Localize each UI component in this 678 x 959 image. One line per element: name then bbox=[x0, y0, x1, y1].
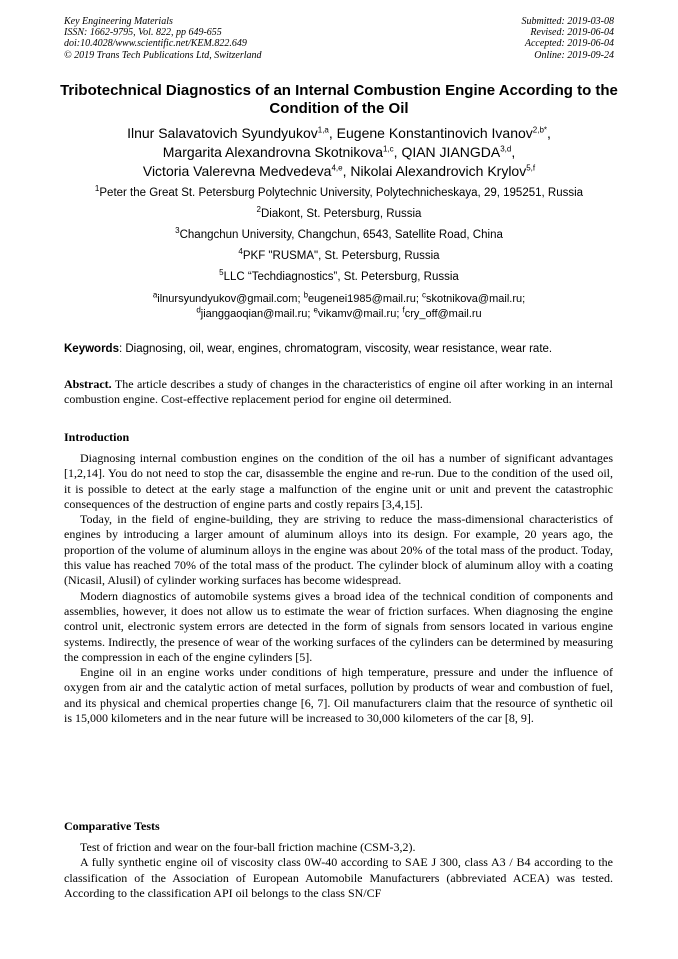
affiliation bbox=[40, 225, 638, 246]
affiliation-text: PKF "RUSMA", St. Petersburg, Russia bbox=[242, 250, 440, 262]
email-sup: b bbox=[303, 290, 309, 300]
author-list: Ilnur Salavatovich Syundyukov$^{1,a}$, Eugene Konstantinovich Ivanov$^{2,b*}$, Margarita Alexandrovna Skotnikova$^{1,c}$, QIAN JIANGDA$^{3,d}$, Victoria Valerevna Medvedeva$^{4,e}$, Nikolai Alexandrovich Krylov$^{5,f}$ bbox=[127, 125, 551, 179]
author-sup: 4,e bbox=[331, 163, 343, 173]
section-heading-comparative-tests: Comparative Tests bbox=[64, 819, 160, 833]
author-name: Eugene Konstantinovich Ivanov bbox=[336, 125, 533, 141]
author-sup: 5,f bbox=[526, 163, 536, 173]
affiliation-text: Changchun University, Changchun, 6543, Satellite Road, China bbox=[179, 229, 503, 241]
section-heading-introduction: Introduction bbox=[64, 430, 130, 444]
accepted-date: Accepted: 2019-06-04 bbox=[524, 38, 614, 50]
affiliation-text: LLC “Techdiagnostics”, St. Petersburg, Russia bbox=[223, 271, 459, 283]
paragraph: Test of friction and wear on the four-ball friction machine (CSM-3,2). bbox=[80, 840, 416, 854]
author-sup: 1,c bbox=[382, 144, 394, 154]
email-sup: a bbox=[152, 290, 158, 300]
revised-date: Revised: 2019-06-04 bbox=[530, 27, 614, 39]
online-date: Online: 2019-09-24 bbox=[534, 49, 614, 61]
author-name: QIAN JIANGDA bbox=[401, 144, 501, 160]
author-name: Margarita Alexandrovna Skotnikova bbox=[162, 144, 383, 160]
paper-title: Tribotechnical Diagnostics of an Internal Combustion Engine According to the Condition of the Oil bbox=[60, 82, 618, 117]
affiliation-text: Peter the Great St. Petersburg Polytechnic University, Polytechnicheskaya, 29, 195251, Russia bbox=[99, 187, 584, 199]
author-sup: 2,b* bbox=[532, 125, 548, 135]
affiliation-sup: 4 bbox=[238, 247, 243, 257]
affiliation-list bbox=[40, 183, 638, 288]
affiliation bbox=[40, 183, 638, 204]
keywords-label: Keywords bbox=[64, 343, 119, 355]
comparative-tests-section bbox=[64, 840, 613, 901]
affiliation-sup: 3 bbox=[175, 226, 180, 236]
email-link[interactable]: eugenei1985@mail.ru bbox=[308, 293, 416, 305]
paragraph: Modern diagnostics of automobile systems gives a broad idea of the technical condition of components and assemblies, however, it does not allow us to estimate the wear of friction surfaces. When diagnosing the engine control unit, electronic system errors are detected in the form of signals from sensors located in various engine systems. Indirectly, the presence of wear of the working surfaces of the cylinders can be determined by measuring the compression in each of the engine cylinders [5]. bbox=[64, 588, 613, 664]
email-sup: f bbox=[402, 305, 405, 315]
introduction-section bbox=[64, 451, 613, 726]
email-sup: d bbox=[196, 305, 201, 315]
email-link[interactable]: ilnursyundyukov@gmail.com bbox=[157, 293, 298, 305]
email-link[interactable]: jianggaoqian@mail.ru bbox=[200, 308, 308, 320]
keywords bbox=[64, 342, 624, 356]
abstract-label: Abstract. bbox=[64, 377, 112, 391]
email-list: $^a$ilnursyundyukov@gmail.com; $^b$eugenei1985@mail.ru; $^c$skotnikova@mail.ru; $^d$jianggaoqian@mail.ru; $^e$vikamv@mail.ru; $^f$cry_off@mail.ru bbox=[152, 290, 526, 320]
paragraph: Diagnosing internal combustion engines on the condition of the oil has a number of significant advantages [1,2,14]. You do not need to stop the car, disassemble the engine and re-run. Due to the condition of the used oil, it is possible to detect at the early stage a malfunction of the engine unit or unit and prevent the catastrophic consequences of the destruction of engine parts and costly repairs [3,4,15]. bbox=[64, 451, 613, 511]
email-link[interactable]: cry_off@mail.ru bbox=[404, 308, 482, 320]
affiliation bbox=[40, 246, 638, 267]
author-sup: 3,d bbox=[500, 144, 512, 154]
author-sup: 1,a bbox=[317, 125, 329, 135]
email-link[interactable]: skotnikova@mail.ru bbox=[425, 293, 523, 305]
abstract-text: The article describes a study of changes in the characteristics of engine oil after working in an internal combustion engine. Cost-effective replacement period for engine oil determined. bbox=[64, 377, 613, 407]
doi-line: doi:10.4028/www.scientific.net/KEM.822.649 bbox=[64, 38, 247, 50]
email-link[interactable]: vikamv@mail.ru bbox=[317, 308, 397, 320]
keywords-text: : Diagnosing, oil, wear, engines, chromatogram, viscosity, wear resistance, wear rate. bbox=[118, 343, 553, 355]
email-sup: e bbox=[313, 305, 318, 315]
paragraph: A fully synthetic engine oil of viscosity class 0W-40 according to SAE J 300, class A3 / B4 according to the classification of the Association of European Automobile Manufacturers (abbreviated ACEA) was tested. According to the classification API oil belongs to the class SN/CF bbox=[64, 855, 613, 900]
email-sup: c bbox=[421, 290, 426, 300]
submitted-date: Submitted: 2019-03-08 bbox=[521, 16, 614, 27]
abstract bbox=[64, 377, 613, 408]
affiliation-sup: 1 bbox=[94, 184, 100, 194]
author-name: Nikolai Alexandrovich Krylov bbox=[350, 163, 527, 179]
affiliation bbox=[40, 267, 638, 288]
paragraph: Today, in the field of engine-building, they are striving to reduce the mass-dimensional characteristics of engines by introducing a larger amount of aluminum alloys into its design. For example, 20 years ago, the proportion of the volume of aluminum alloys in the engine was about 20% of the total mass of the product. Today, this value has reached 70% of the total mass of the product. The cylinder block of aluminum alloy with a coating (Nicasil, Alusil) of cylinder working surfaces has become widespread. bbox=[64, 512, 613, 588]
copyright-line: © 2019 Trans Tech Publications Ltd, Switzerland bbox=[64, 49, 262, 61]
journal-info bbox=[64, 16, 262, 61]
affiliation bbox=[40, 204, 638, 225]
dates-info bbox=[522, 16, 615, 61]
issn-line: ISSN: 1662-9795, Vol. 822, pp 649-655 bbox=[64, 27, 222, 39]
affiliation-sup: 5 bbox=[219, 268, 224, 278]
paragraph: Engine oil in an engine works under conditions of high temperature, pressure and under the influence of oxygen from air and the catalytic action of metal surfaces, pollution by products of wear and combustion of fuel, and its physical and chemical properties change [6, 7]. Oil manufacturers claim that the resource of synthetic oil is 15,000 kilometers and in the near future will be increased to 30,000 kilometers of the car [8, 9]. bbox=[64, 665, 613, 726]
author-name: Ilnur Salavatovich Syundyukov bbox=[127, 125, 318, 141]
author-name: Victoria Valerevna Medvedeva bbox=[142, 163, 332, 179]
journal-name: Key Engineering Materials bbox=[64, 16, 173, 27]
affiliation-sup: 2 bbox=[256, 205, 261, 215]
affiliation-text: Diakont, St. Petersburg, Russia bbox=[261, 208, 422, 220]
